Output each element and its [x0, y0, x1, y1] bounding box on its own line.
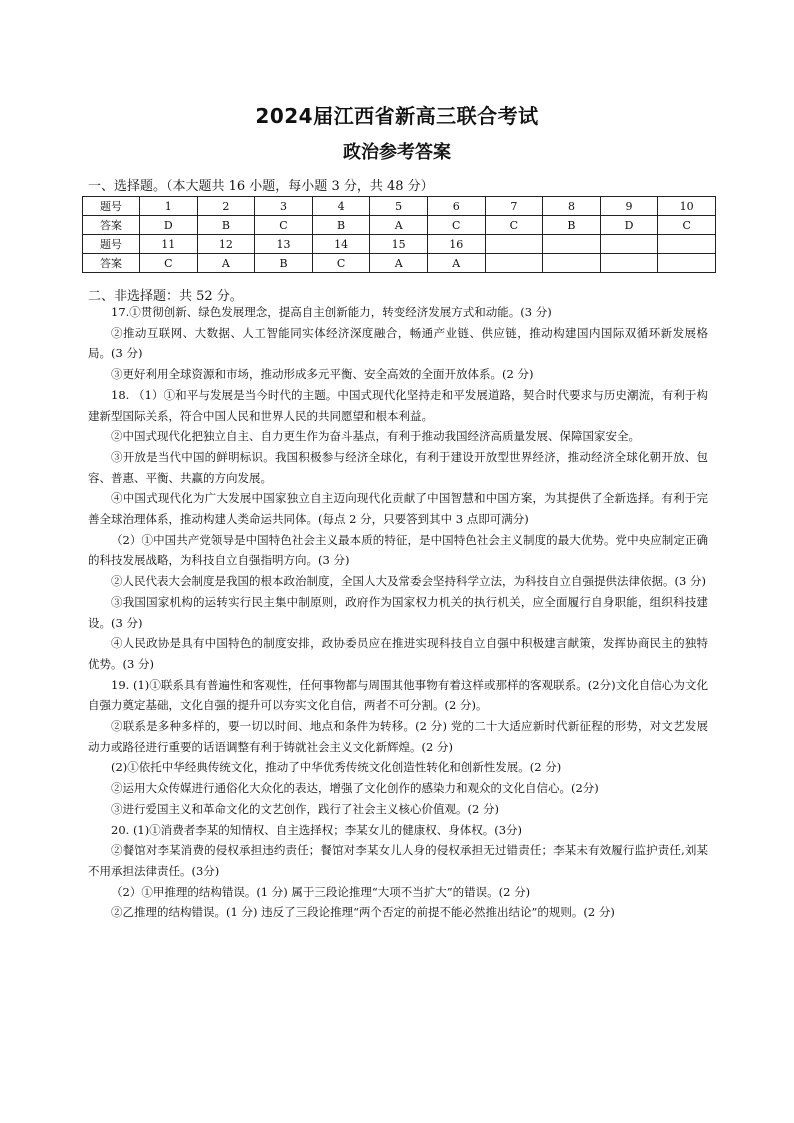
- answer-paragraph: ④中国式现代化为广大发展中国家独立自主迈向现代化贡献了中国智慧和中国方案，为其提供了全新选择。有利于完善全球治理体系，推动构建人类命运共同体。(每点 2 分，只要答到其中 3 点即可满分): [88, 491, 708, 527]
- question-number: 7: [485, 197, 543, 216]
- answer-paragraph: ③我国国家机构的运转实行民主集中制原则，政府作为国家权力机关的执行机关，应全面履行自身职能，组织科技建设。(3 分): [88, 594, 708, 630]
- answer-paragraph: ②推动互联网、大数据、人工智能同实体经济深度融合，畅通产业链、供应链，推动构建国内国际双循环新发展格局。(3 分): [88, 325, 708, 361]
- question-number: 12: [197, 235, 255, 254]
- answer-key-subtitle: 政治参考答案: [343, 142, 451, 163]
- answer-cell: C: [427, 216, 485, 235]
- answer-paragraph: 20. (1)①消费者李某的知情权、自主选择权；李某女儿的健康权、身体权。(3分): [111, 822, 523, 837]
- answer-cell: C: [140, 254, 198, 273]
- question-number: 1: [140, 197, 198, 216]
- exam-title: 2024届江西省新高三联合考试: [255, 104, 539, 128]
- answer-paragraph: 18. （1）①和平与发展是当今时代的主题。中国式现代化坚持走和平发展道路，契合时代要求与历史潮流，有利于构建新型国际关系，符合中国人民和世界人民的共同愿望和根本利益。: [88, 387, 708, 423]
- section-heading-nonchoice: 二、非选择题：共 52 分。: [88, 289, 243, 304]
- question-number: 14: [312, 235, 370, 254]
- question-number: [658, 235, 716, 254]
- question-number: [543, 235, 601, 254]
- answer-cell: D: [140, 216, 198, 235]
- answer-cell: A: [370, 254, 428, 273]
- section-heading-choice: 一、选择题。（本大题共 16 小题，每小题 3 分，共 48 分）: [88, 179, 434, 194]
- question-number: 11: [140, 235, 198, 254]
- answer-cell: D: [600, 216, 658, 235]
- question-number: [600, 235, 658, 254]
- answer-paragraph: （2）①中国共产党领导是中国特色社会主义最本质的特征，是中国特色社会主义制度的最大优势。党中央应制定正确的科技发展战略，为科技自立自强指明方向。(3 分): [88, 532, 708, 568]
- answer-cell: B: [197, 216, 255, 235]
- answer-paragraph: ②人民代表大会制度是我国的根本政治制度，全国人大及常委会坚持科学立法，为科技自立自强提供法律依据。(3 分): [111, 574, 706, 589]
- question-number: 10: [658, 197, 716, 216]
- question-number: 2: [197, 197, 255, 216]
- answer-cell: A: [427, 254, 485, 273]
- question-number: 9: [600, 197, 658, 216]
- answer-cell: [543, 254, 601, 273]
- row-label-question: 题号: [83, 235, 140, 254]
- question-number: 5: [370, 197, 428, 216]
- row-label-question: 题号: [83, 197, 140, 216]
- answer-cell: A: [370, 216, 428, 235]
- row-label-answer: 答案: [83, 216, 140, 235]
- table-row: [83, 216, 716, 235]
- answer-paragraph: ③进行爱国主义和革命文化的文艺创作，践行了社会主义核心价值观。(2 分): [111, 801, 499, 816]
- answer-cell: C: [485, 216, 543, 235]
- question-number: 3: [255, 197, 313, 216]
- answer-paragraph: ②乙推理的结构错误。(1 分) 违反了三段论推理“两个否定的前提不能必然推出结论”的规则。(2 分): [111, 905, 615, 920]
- answer-cell: [485, 254, 543, 273]
- answer-cell: B: [543, 216, 601, 235]
- question-number: 4: [312, 197, 370, 216]
- answer-paragraph: ②联系是多种多样的，要一切以时间、地点和条件为转移。(2 分) 党的二十大适应新时代新征程的形势，对文艺发展动力或路径进行重要的话语调整有利于铸就社会主义文化新辉煌。(2 分): [88, 719, 708, 754]
- answer-paragraph: ③开放是当代中国的鲜明标识。我国积极参与经济全球化，有利于建设开放型世界经济，推动经济全球化朝开放、包容、普惠、平衡、共赢的方向发展。: [88, 449, 708, 485]
- answer-cell: C: [255, 216, 313, 235]
- question-number: [485, 235, 543, 254]
- question-number: 8: [543, 197, 601, 216]
- answer-paragraph: 19. (1)①联系具有普遍性和客观性，任何事物都与周围其他事物有着这样或那样的客观联系。(2分)文化自信心为文化自强力奠定基础，文化自强的提升可以夯实文化自信，两者不可分割。(2 分)。: [88, 677, 708, 713]
- question-number: 6: [427, 197, 485, 216]
- answer-cell: B: [255, 254, 313, 273]
- answer-paragraph: ②餐馆对李某消费的侵权承担违约责任；餐馆对李某女儿人身的侵权承担无过错责任；李某未有效履行监护责任,刘某不用承担法律责任。(3分): [88, 843, 708, 878]
- answer-cell: [658, 254, 716, 273]
- table-row: [83, 197, 716, 216]
- answer-body: [88, 302, 708, 923]
- answer-cell: A: [197, 254, 255, 273]
- row-label-answer: 答案: [83, 254, 140, 273]
- answer-cell: C: [658, 216, 716, 235]
- question-number: 16: [427, 235, 485, 254]
- question-number: 13: [255, 235, 313, 254]
- question-number: 15: [370, 235, 428, 254]
- table-row: [83, 254, 716, 273]
- answer-paragraph: ②中国式现代化把独立自主、自力更生作为奋斗基点，有利于推动我国经济高质量发展、保障国家安全。: [111, 429, 640, 444]
- answer-paragraph: ②运用大众传媒进行通俗化大众化的表达，增强了文化创作的感染力和观众的文化自信心。(2分): [111, 781, 599, 796]
- answer-paragraph: ③更好利用全球资源和市场，推动形成多元平衡、安全高效的全面开放体系。(2 分): [111, 367, 534, 382]
- answer-paragraph: （2）①甲推理的结构错误。(1 分) 属于三段论推理“大项不当扩大”的错误。(2 分): [111, 884, 531, 899]
- answer-paragraph: (2)①依托中华经典传统文化，推动了中华优秀传统文化创造性转化和创新性发展。(2 分): [111, 760, 562, 775]
- answer-cell: [600, 254, 658, 273]
- answer-paragraph: ④人民政协是具有中国特色的制度安排，政协委员应在推进实现科技自立自强中积极建言献策，发挥协商民主的独特优势。(3 分): [88, 636, 708, 671]
- answer-cell: B: [312, 216, 370, 235]
- answer-cell: C: [312, 254, 370, 273]
- answer-table: [82, 196, 716, 273]
- table-row: [83, 235, 716, 254]
- answer-paragraph: 17.①贯彻创新、绿色发展理念，提高自主创新能力，转变经济发展方式和动能。(3 分): [111, 305, 552, 319]
